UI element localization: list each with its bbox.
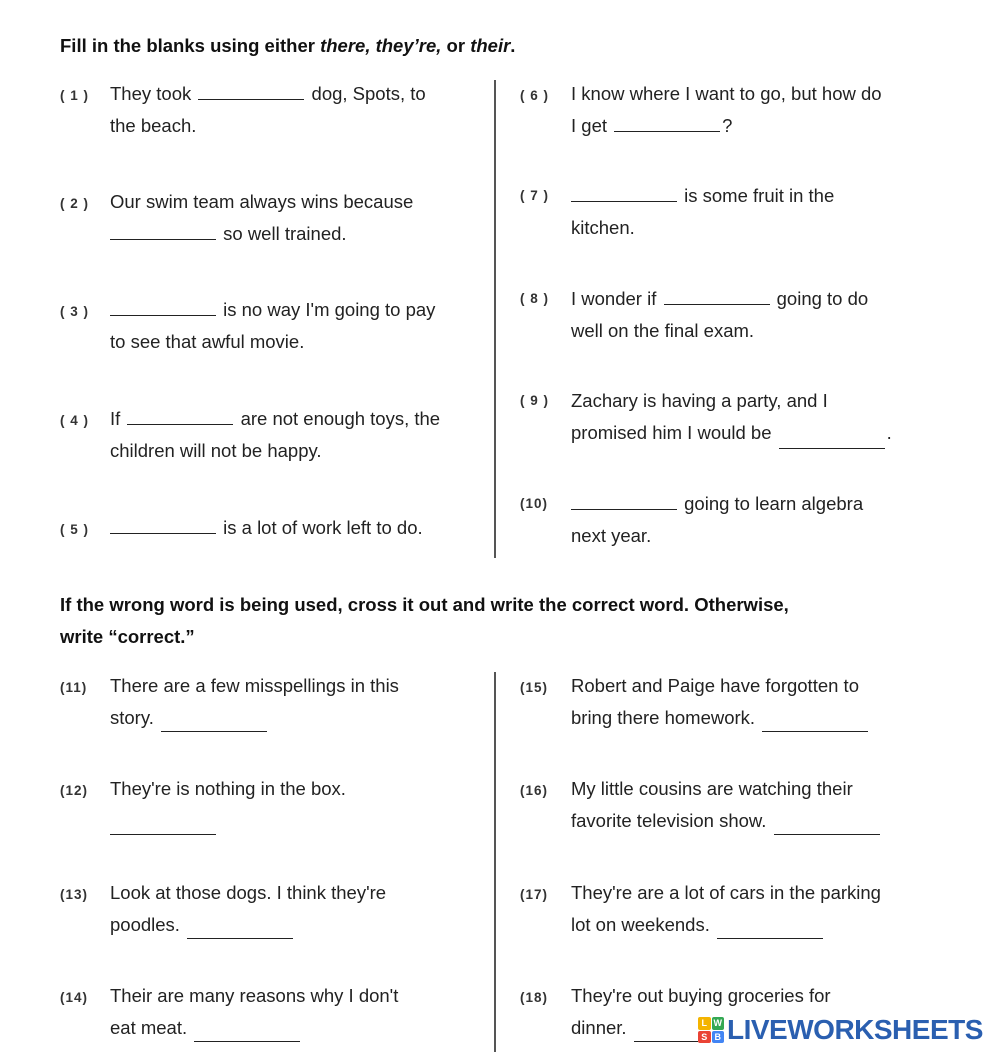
question-text: Their are many reasons why I don't	[110, 985, 399, 1006]
logo-mark-letter: W	[713, 1018, 722, 1028]
question-text: is no way I'm going to pay	[223, 299, 436, 320]
question-text: so well trained.	[223, 223, 347, 244]
question-text: .	[886, 422, 892, 443]
instruction-text: or	[441, 35, 471, 56]
question-text: to see that awful movie.	[110, 331, 305, 352]
question-number: ( 8 )	[520, 291, 550, 306]
question-text: story.	[110, 707, 154, 728]
answer-blank[interactable]	[774, 814, 880, 835]
question-text: is some fruit in the	[684, 185, 835, 206]
question-number: ( 5 )	[60, 522, 90, 537]
question-text: They took	[110, 83, 192, 104]
answer-blank[interactable]	[717, 918, 823, 939]
question-text: Zachary is having a party, and I	[571, 390, 828, 411]
question-text: favorite television show.	[571, 810, 767, 831]
question-text: dinner.	[571, 1017, 627, 1038]
question-text: My little cousins are watching their	[571, 778, 853, 799]
question-number: (15)	[520, 680, 549, 695]
answer-blank[interactable]	[664, 284, 770, 305]
question-text: Look at those dogs. I think they're	[110, 882, 387, 903]
question-text: lot on weekends.	[571, 914, 710, 935]
question-number: (17)	[520, 887, 549, 902]
question-12	[60, 773, 480, 843]
logo-mark-letter: L	[698, 1017, 711, 1030]
answer-blank[interactable]	[161, 711, 267, 732]
question-number: ( 7 )	[520, 188, 550, 203]
question-text: They're out buying groceries for	[571, 985, 831, 1006]
question-15	[520, 670, 960, 740]
question-number: ( 9 )	[520, 393, 550, 408]
answer-blank[interactable]	[194, 1021, 300, 1042]
section1-instruction	[60, 30, 515, 62]
answer-blank[interactable]	[762, 711, 868, 732]
column-divider-top	[494, 80, 496, 558]
question-text: They're is nothing in the box.	[110, 778, 346, 799]
answer-blank[interactable]	[110, 814, 216, 835]
question-4	[60, 403, 480, 473]
question-text: ?	[722, 115, 733, 136]
answer-blank[interactable]	[110, 219, 216, 240]
question-number: ( 2 )	[60, 196, 90, 211]
instruction-text: If the wrong word is being used, cross it out and write the correct word. Otherwise,	[60, 594, 789, 615]
question-text: dog, Spots, to	[311, 83, 426, 104]
question-text: going to do	[776, 288, 869, 309]
question-text: well on the final exam.	[571, 320, 755, 341]
question-number: (10)	[520, 496, 549, 511]
question-text: I wonder if	[571, 288, 657, 309]
question-text: are not enough toys, the	[240, 408, 441, 429]
question-10	[520, 488, 960, 558]
question-text: the beach.	[110, 115, 197, 136]
liveworksheets-logo-icon	[698, 1017, 724, 1043]
instruction-text: write “correct.”	[60, 626, 195, 647]
instruction-keywords: there, they’re,	[320, 35, 442, 56]
answer-blank[interactable]	[110, 295, 216, 316]
question-17	[520, 877, 960, 947]
question-number: ( 1 )	[60, 88, 90, 103]
logo-mark-letter: S	[698, 1031, 711, 1044]
question-text: next year.	[571, 525, 652, 546]
question-number: (18)	[520, 990, 549, 1005]
question-1	[60, 78, 480, 148]
question-number: (14)	[60, 990, 89, 1005]
question-13	[60, 877, 480, 947]
question-number: (16)	[520, 783, 549, 798]
question-7	[520, 180, 960, 250]
question-text: eat meat.	[110, 1017, 188, 1038]
question-number: ( 4 )	[60, 413, 90, 428]
answer-blank[interactable]	[198, 79, 304, 100]
section2-instruction	[60, 589, 960, 653]
logo-mark-letter: B	[712, 1031, 725, 1044]
question-number: (11)	[60, 680, 88, 695]
question-number: (13)	[60, 887, 89, 902]
question-text: There are a few misspellings in this	[110, 675, 399, 696]
question-text: bring there homework.	[571, 707, 756, 728]
question-text: I get	[571, 115, 607, 136]
question-number: (12)	[60, 783, 89, 798]
question-text: going to learn algebra	[684, 493, 864, 514]
question-8	[520, 283, 960, 353]
answer-blank[interactable]	[571, 489, 677, 510]
question-text: Our swim team always wins because	[110, 191, 414, 212]
question-3	[60, 294, 480, 364]
question-number: ( 3 )	[60, 304, 90, 319]
answer-blank[interactable]	[127, 404, 233, 425]
instruction-keyword: their	[470, 35, 511, 56]
answer-blank[interactable]	[614, 111, 720, 132]
column-divider-bottom	[494, 672, 496, 1052]
answer-blank[interactable]	[187, 918, 293, 939]
question-6	[520, 78, 960, 148]
question-text: They're are a lot of cars in the parking	[571, 882, 881, 903]
question-text: poodles.	[110, 914, 180, 935]
answer-blank[interactable]	[779, 428, 885, 449]
question-text: If	[110, 408, 121, 429]
question-text: kitchen.	[571, 217, 635, 238]
question-14	[60, 980, 480, 1050]
question-text: children will not be happy.	[110, 440, 322, 461]
logo-text: LIVEWORKSHEETS	[727, 1014, 983, 1045]
liveworksheets-logo	[698, 1012, 991, 1048]
question-text: I know where I want to go, but how do	[571, 83, 882, 104]
question-11	[60, 670, 480, 740]
answer-blank[interactable]	[110, 513, 216, 534]
instruction-text: .	[510, 35, 516, 56]
question-text: Robert and Paige have forgotten to	[571, 675, 859, 696]
question-2	[60, 186, 480, 256]
question-text: is a lot of work left to do.	[223, 517, 423, 538]
instruction-text: Fill in the blanks using either	[60, 35, 321, 56]
question-16	[520, 773, 960, 843]
question-5	[60, 512, 480, 552]
answer-blank[interactable]	[571, 181, 677, 202]
question-text: promised him I would be	[571, 422, 772, 443]
question-9	[520, 385, 960, 455]
question-number: ( 6 )	[520, 88, 550, 103]
